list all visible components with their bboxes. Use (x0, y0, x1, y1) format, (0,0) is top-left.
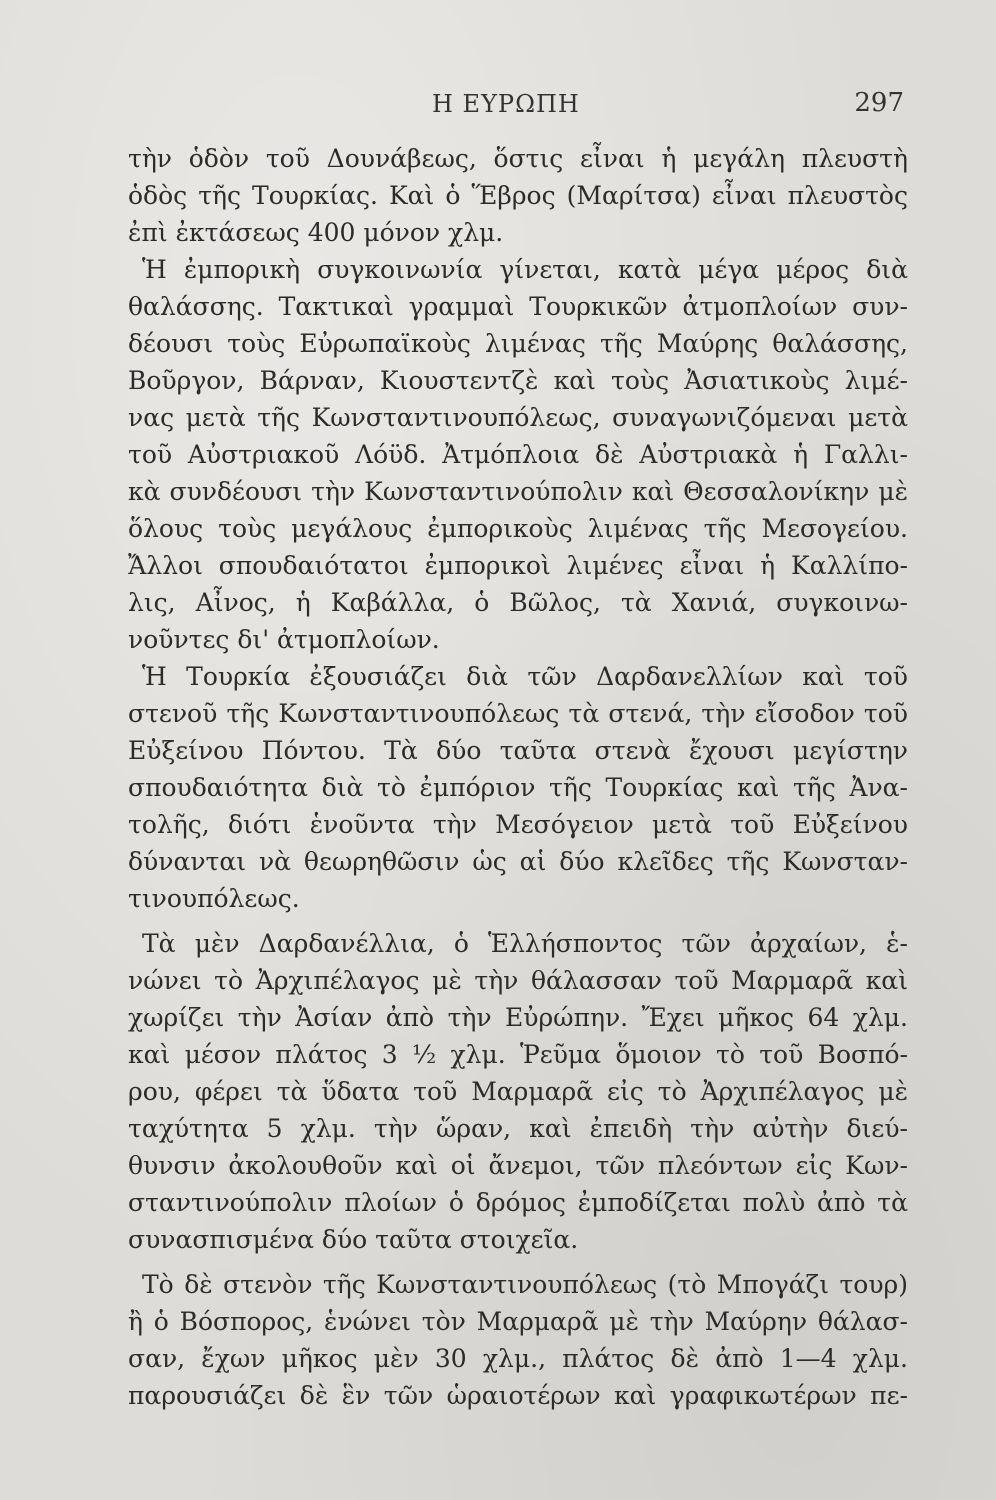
body-text (128, 140, 908, 1414)
text-line: σπουδαιότητα διὰ τὸ ἐμπόριον τῆς Τουρκίας καὶ τῆς Ἀνα- (128, 773, 908, 802)
text-line: ἢ ὁ Βόσπορος, ἑνώνει τὸν Μαρμαρᾶ μὲ τὴν Μαύρην θάλασ- (128, 1307, 908, 1336)
text-line: Ἄλλοι σπουδαιότατοι ἐμπορικοὶ λιμένες εἶναι ἡ Καλλίπο- (128, 551, 908, 580)
text-line: στενοῦ τῆς Κωνσταντινουπόλεως τὰ στενά, τὴν εἴσοδον τοῦ (128, 699, 908, 728)
text-line: ταχύτητα 5 χλμ. τὴν ὥραν, καὶ ἐπειδὴ τὴν αὐτὴν διεύ- (128, 1114, 908, 1143)
running-title: Η ΕΥΡΩΠΗ (432, 90, 580, 118)
text-line: λις, Αἶνος, ἡ Καβάλλα, ὁ Βῶλος, τὰ Χανιά, συγκοινω- (128, 588, 908, 617)
text-line: ἐπὶ ἐκτάσεως 400 μόνον χλμ. (128, 218, 504, 247)
page-header (0, 86, 996, 126)
text-line: τολῆς, διότι ἑνοῦντα τὴν Μεσόγειον μετὰ τοῦ Εὐξείνου (128, 810, 908, 839)
text-line: νώνει τὸ Ἀρχιπέλαγος μὲ τὴν θάλασσαν τοῦ Μαρμαρᾶ καὶ (128, 966, 908, 995)
text-line: συνασπισμένα δύο ταῦτα στοιχεῖα. (128, 1225, 579, 1254)
text-line: χωρίζει τὴν Ἀσίαν ἀπὸ τὴν Εὐρώπην. Ἔχει μῆκος 64 χλμ. (128, 1003, 908, 1032)
text-line: τοῦ Αὐστριακοῦ Λόϋδ. Ἀτμόπλοια δὲ Αὐστριακὰ ἡ Γαλλι- (128, 440, 908, 469)
text-line: ὁδὸς τῆς Τουρκίας. Καὶ ὁ Ἕβρος (Μαρίτσα) εἶναι πλευστὸς (128, 181, 908, 210)
paragraph-start-line: Τὸ δὲ στενὸν τῆς Κωνσταντινουπόλεως (τὸ Μπογάζι τουρ) (142, 1270, 908, 1299)
paragraph-start-line: Ἡ ἐμπορικὴ συγκοινωνία γίνεται, κατὰ μέγα μέρος διὰ (142, 255, 908, 284)
text-line: νας μετὰ τῆς Κωνσταντινουπόλεως, συναγωνιζόμεναι μετὰ (128, 403, 908, 432)
paragraph-start-line: Ἡ Τουρκία ἐξουσιάζει διὰ τῶν Δαρδανελλίων καὶ τοῦ (142, 662, 908, 691)
text-line: κὰ συνδέουσι τὴν Κωνσταντινούπολιν καὶ Θεσσαλονίκην μὲ (128, 477, 908, 506)
text-line: θαλάσσης. Τακτικαὶ γραμμαὶ Τουρκικῶν ἀτμοπλοίων συν- (128, 292, 908, 321)
text-line: παρουσιάζει δὲ ἓν τῶν ὡραιοτέρων καὶ γραφικωτέρων πε- (128, 1381, 908, 1410)
text-line: καὶ μέσον πλάτος 3 ½ χλμ. Ῥεῦμα ὅμοιον τὸ τοῦ Βοσπό- (128, 1040, 908, 1069)
text-line: τὴν ὁδὸν τοῦ Δουνάβεως, ὅστις εἶναι ἡ μεγάλη πλευστὴ (128, 144, 908, 173)
text-line: Εὐξείνου Πόντου. Τὰ δύο ταῦτα στενὰ ἔχουσι μεγίστην (128, 736, 908, 765)
text-line: τινουπόλεως. (128, 884, 300, 913)
text-line: νοῦντες δι' ἀτμοπλοίων. (128, 625, 440, 654)
text-line: δέουσι τοὺς Εὐρωπαϊκοὺς λιμένας τῆς Μαύρης θαλάσσης, (128, 329, 908, 358)
text-line: ὅλους τοὺς μεγάλους ἐμπορικοὺς λιμένας τῆς Μεσογείου. (128, 514, 908, 543)
text-line: σταντινούπολιν πλοίων ὁ δρόμος ἐμποδίζεται πολὺ ἀπὸ τὰ (128, 1188, 908, 1217)
page-number: 297 (854, 88, 904, 118)
text-line: ρου, φέρει τὰ ὕδατα τοῦ Μαρμαρᾶ εἰς τὸ Ἀρχιπέλαγος μὲ (128, 1077, 908, 1106)
text-line: Βοῦργον, Βάρναν, Κιουστεντζὲ καὶ τοὺς Ἀσιατικοὺς λιμέ- (128, 366, 908, 395)
paragraph-start-line: Τὰ μὲν Δαρδανέλλια, ὁ Ἑλλήσποντος τῶν ἀρχαίων, ἑ- (142, 929, 908, 958)
text-line: δύνανται νὰ θεωρηθῶσιν ὡς αἱ δύο κλεῖδες τῆς Κωνσταν- (128, 847, 908, 876)
text-line: σαν, ἔχων μῆκος μὲν 30 χλμ., πλάτος δὲ ἀπὸ 1—4 χλμ. (128, 1344, 908, 1373)
text-line: θυνσιν ἀκολουθοῦν καὶ οἱ ἄνεμοι, τῶν πλεόντων εἰς Κων- (128, 1151, 908, 1180)
